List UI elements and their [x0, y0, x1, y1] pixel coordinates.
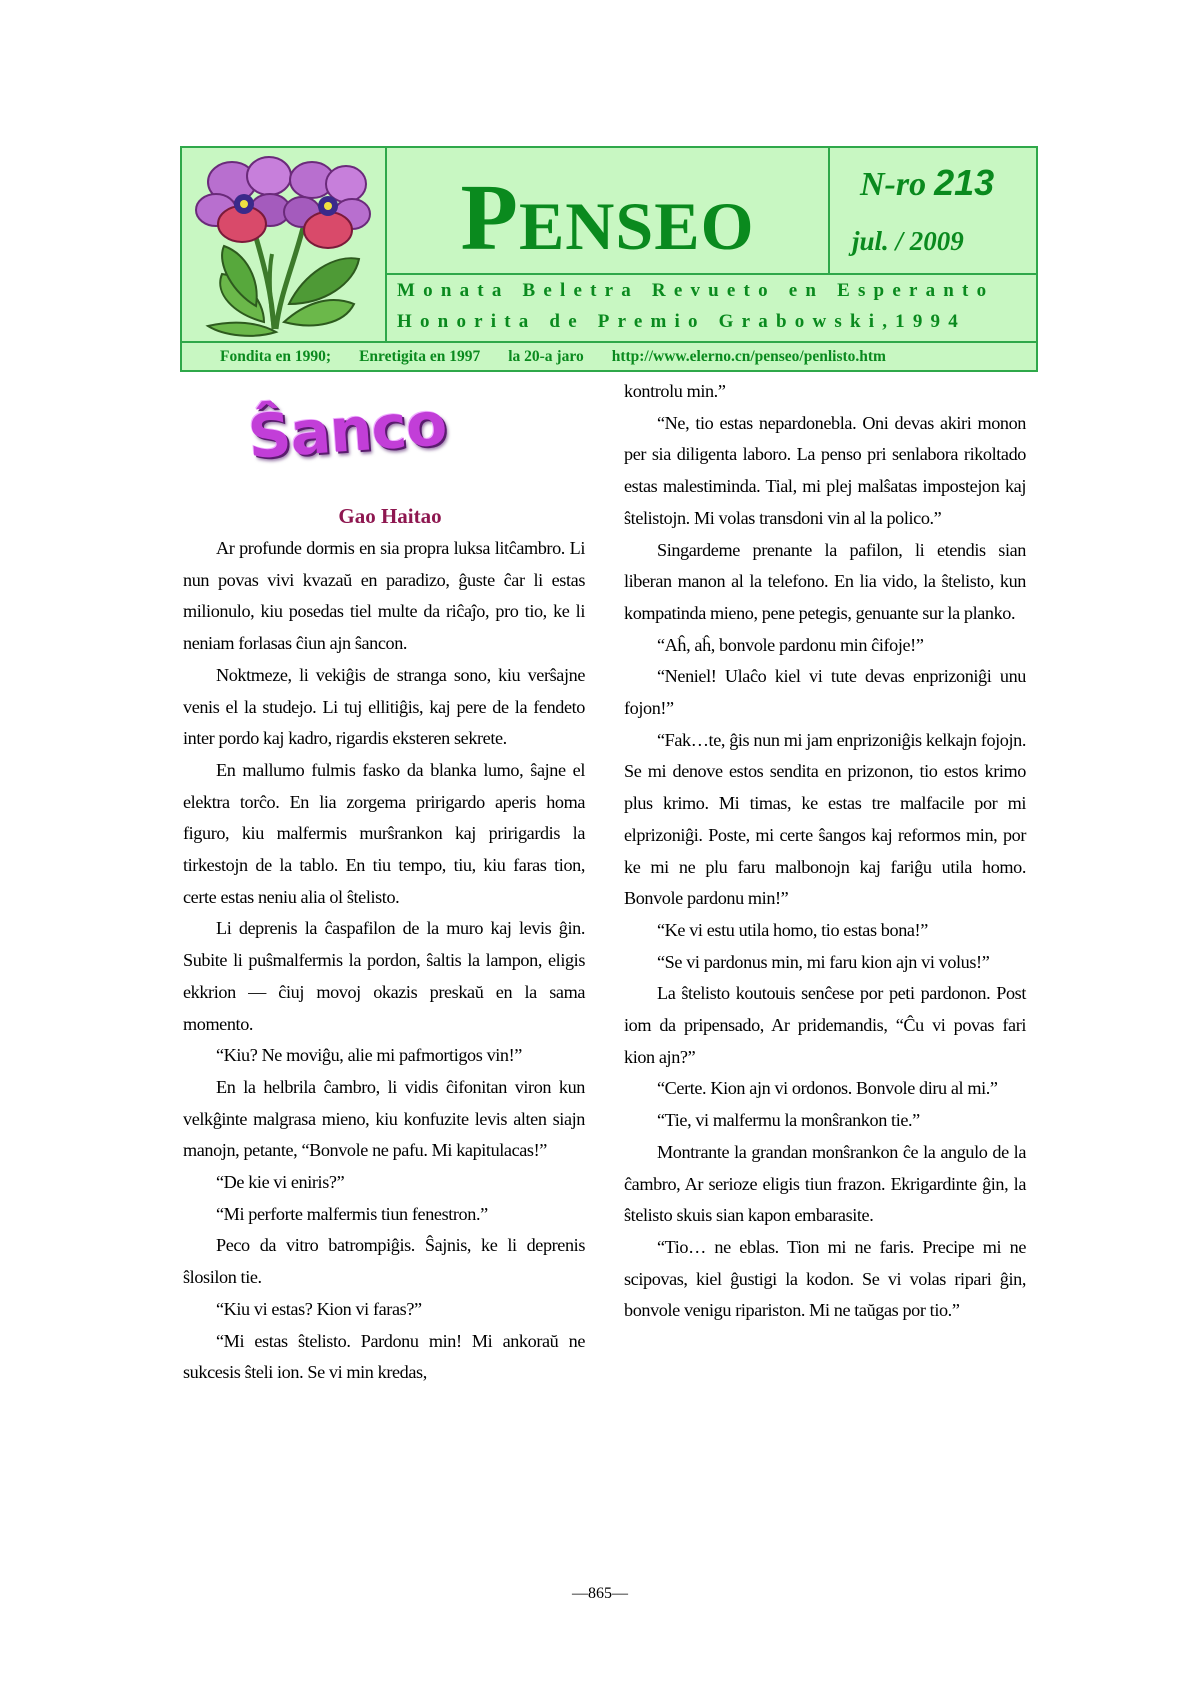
title-initial: P: [460, 165, 519, 270]
article-paragraph: Noktmeze, li vekiĝis de stranga sono, kiu verŝajne venis el la studejo. Li tuj ellitiĝis, kaj pere de la fendeto inter pordo kaj kadro, rigardis eksteren sekrete.: [183, 664, 585, 749]
article-paragraph: Montrante la grandan monŝrankon ĉe la angulo de la ĉambro, Ar serioze eligis tiun frazon. Ekrigardinte ĝin, la ŝtelisto skuis sian kapon embarasite.: [624, 1141, 1026, 1226]
article-paragraph: “Ke vi estu utila homo, tio estas bona!”: [657, 919, 928, 940]
article-paragraph: “De kie vi eniris?”: [216, 1172, 345, 1193]
masthead: [180, 146, 1038, 372]
title-rest: ENSEO: [518, 187, 755, 264]
article-column-left: [183, 533, 585, 1389]
article-paragraph: “Fak…te, ĝis nun mi jam enprizoniĝis kelkajn fojojn. Se mi denove estos sendita en prizonon, tio estos krimo plus krimo. Mi timas, ke estas tre malfacile por mi elprizoniĝi. Poste, mi certe ŝangos kaj reformos min, por ke mi ne plu faru malbonojn kaj fariĝu utila homo. Bonvole pardonu min!”: [624, 729, 1026, 909]
article-paragraph: Peco da vitro batrompiĝis. Ŝajnis, ke li deprenis ŝlosilon tie.: [183, 1235, 585, 1288]
story-title-wrap: [245, 389, 449, 473]
article-paragraph: Ar profunde dormis en sia propra luksa litĉambro. Li nun povas vivi kvazaŭ en paradizo, ĝuste ĉar li estas milionulo, kiu posedas tiel multe da riĉaĵo, pro tio, ke li neniam forlasas ĉiun ajn ŝancon.: [183, 538, 585, 654]
article-paragraph: “Se vi pardonus min, mi faru kion ajn vi volus!”: [657, 951, 990, 972]
article-paragraph: “Aĥ, aĥ, bonvole pardonu min ĉifoje!”: [657, 634, 924, 655]
registered-text: Enretigita en 1997: [359, 347, 481, 365]
article-paragraph: “Ne, tio estas nepardonebla. Oni devas akiri monon per sia diligenta laboro. La penso pri senlabora rikoltado estas malestiminda. Tial, mi plej malŝatas impostejon kaj ŝtelistojn. Mi volas transdoni vin al la polico.”: [624, 412, 1026, 528]
issue-date: jul. / 2009: [852, 226, 964, 256]
subtitle-cell: [387, 275, 1036, 341]
logo-cell: [182, 148, 387, 341]
issue-cell: [830, 148, 1036, 275]
article-paragraph: “Tio… ne eblas. Tion mi ne faris. Precipe mi ne scipovas, kiel ĝustigi la kodon. Se vi volas ripari ĝin, bonvole venigu ripariston. Mi ne taŭgas por tio.”: [624, 1236, 1026, 1321]
article-paragraph: En la helbrila ĉambro, li vidis ĉifonitan viron kun velkĝinte malgrasa mieno, kiu konfuzite levis alten siajn manojn, petante, “Bonvole ne pafu. Mi kapitulacas!”: [183, 1076, 585, 1161]
issue-prefix: N-ro: [860, 166, 927, 203]
page-number: —865—: [572, 1585, 628, 1602]
article-paragraph: kontrolu min.”: [624, 381, 726, 401]
article-column-right: [624, 376, 1026, 1327]
article-paragraph: “Kiu vi estas? Kion vi faras?”: [216, 1298, 422, 1319]
subtitle-line-2: Honorita de Premio Grabowski,1994: [397, 311, 966, 332]
pansy-flowers-logo-icon: [194, 154, 374, 339]
issue-number: [860, 162, 994, 204]
article-paragraph: Li deprenis la ĉaspafilon de la muro kaj levis ĝin. Subite li puŝmalfermis la pordon, ŝaltis la lampon, eligis ekkrion — ĉiuj movoj okazis preskaŭ en la sama momento.: [183, 918, 585, 1034]
article-paragraph: “Mi estas ŝtelisto. Pardonu min! Mi ankoraŭ ne sukcesis ŝteli ion. Se vi min kredas,: [183, 1330, 585, 1383]
info-strip: [182, 341, 1036, 370]
founded-text: Fondita en 1990;: [220, 347, 332, 365]
magazine-title: [461, 164, 755, 272]
issue-number-value: 213: [934, 162, 995, 203]
article-paragraph: “Neniel! Ulaĉo kiel vi tute devas enprizoniĝi unu fojon!”: [624, 666, 1026, 719]
article-paragraph: Singardeme prenante la pafilon, li etendis sian liberan manon al la telefono. En lia vido, la ŝtelisto, kun kompatinda mieno, pene petegis, genuante sur la planko.: [624, 539, 1026, 623]
article-paragraph: La ŝtelisto koutouis senĉese por peti pardonon. Post iom da pripensado, Ar pridemandis, “Ĉu vi povas fari kion ajn?”: [624, 983, 1026, 1067]
article-paragraph: “Mi perforte malfermis tiun fenestron.”: [216, 1203, 488, 1224]
author-name: Gao Haitao: [338, 504, 442, 528]
article-paragraph: En mallumo fulmis fasko da blanka lumo, ŝajne el elektra torĉo. En lia zorgema pririgardo aperis homa figuro, kiu malfermis murŝrankon kaj pririgardis la tirkestojn de la tablo. En tiu tempo, tiu, kiu faras tion, certe estas neniu alia ol ŝtelisto.: [183, 759, 585, 907]
website-link[interactable]: http://www.elerno.cn/penseo/penlisto.htm: [611, 347, 886, 365]
subtitle-line-1: Monata Beletra Revueto en Esperanto: [397, 280, 995, 301]
article-paragraph: “Tie, vi malfermu la monŝrankon tie.”: [657, 1110, 920, 1131]
article-paragraph: “Certe. Kion ajn vi ordonos. Bonvole diru al mi.”: [657, 1078, 998, 1099]
story-title: Ŝanco: [245, 389, 449, 473]
article-paragraph: “Kiu? Ne moviĝu, alie mi pafmortigos vin!”: [216, 1045, 522, 1066]
title-cell: [387, 148, 830, 275]
registered-day-text: la 20-a jaro: [508, 347, 584, 365]
